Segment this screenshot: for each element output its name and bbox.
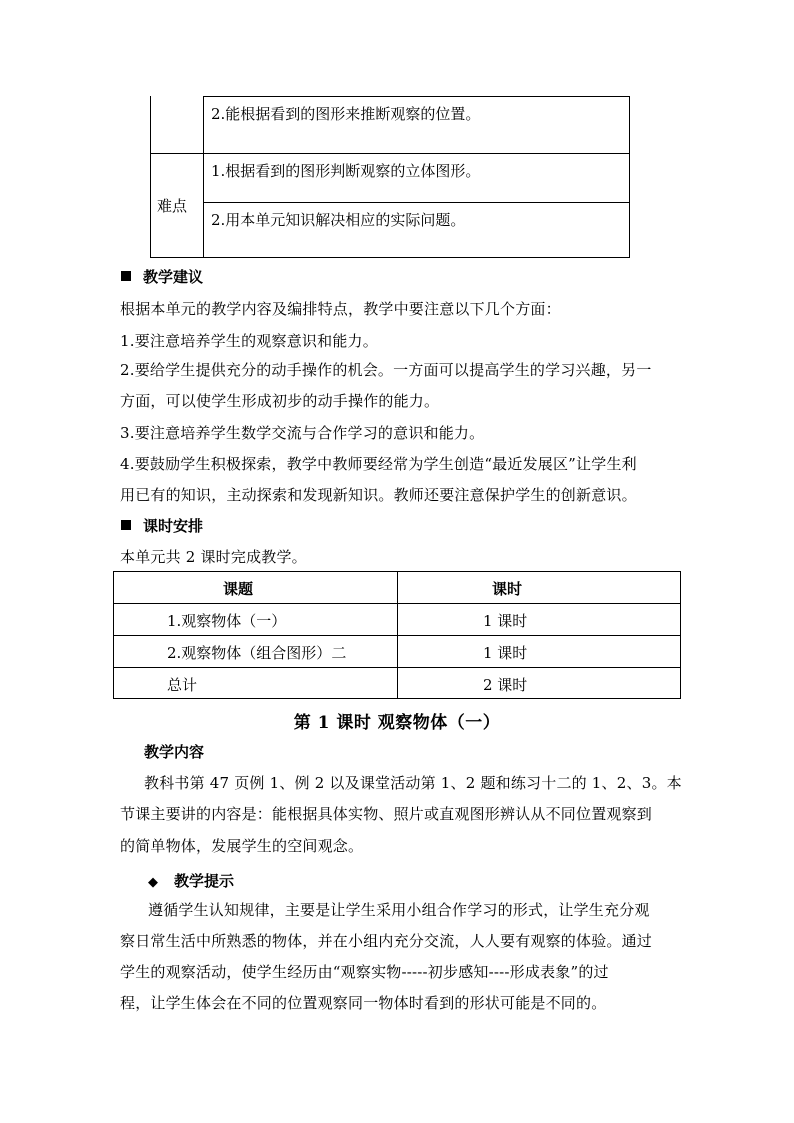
section-heading-text: 教学建议 [143,268,204,286]
table-border [114,667,680,668]
table-row-header: 难点 [157,197,188,215]
diamond-bullet-icon: ◆ [148,875,158,890]
paragraph-line: 节课主要讲的内容是：能根据具体实物、照片或直观图形辨认从不同位置观察到 [120,805,653,823]
table-cell: 1.根据看到的图形判断观察的立体图形。 [211,162,481,180]
paragraph-line: 根据本单元的教学内容及编排特点，教学中要注意以下几个方面： [120,300,561,318]
table-cell-topic: 1.观察物体（一） [167,612,287,630]
hint-heading [148,870,234,891]
table-border [203,96,204,258]
difficulty-table [150,96,630,258]
paragraph-line: 方面，可以使学生形成初步的动手操作的能力。 [120,392,440,410]
table-header-hours: 课时 [492,580,523,598]
paragraph-line: 2.要给学生提供充分的动手操作的机会。一方面可以提高学生的学习兴趣，另一 [120,361,652,379]
paragraph-line: 察日常生活中所熟悉的物体，并在小组内充分交流，人人要有观察的体验。通过 [120,932,653,950]
paragraph-line: 学生的观察活动，使学生经历由“观察实物-----初步感知----形成表象”的过 [120,963,609,981]
section-heading-schedule [121,515,203,536]
table-cell: 2.能根据看到的图形来推断观察的位置。 [211,105,481,123]
table-border [114,635,680,636]
paragraph-line: 3.要注意培养学生数学交流与合作学习的意识和能力。 [120,424,485,442]
paragraph-line: 教科书第 47 页例 1、例 2 以及课堂活动第 1、2 题和练习十二的 1、2、3。本 [144,774,682,792]
paragraph-line: 1.要注意培养学生的观察意识和能力。 [120,332,378,350]
paragraph-line: 的简单物体，发展学生的空间观念。 [120,837,364,855]
table-cell-topic: 总计 [167,676,198,694]
section-heading-text: 课时安排 [143,517,204,535]
section-heading-teaching-advice [121,266,203,287]
schedule-table [113,571,681,699]
table-border [203,202,630,203]
square-bullet-icon [121,520,131,530]
table-cell-topic: 2.观察物体（组合图形）二 [167,644,347,662]
paragraph-line: 4.要鼓励学生积极探索，教学中教师要经常为学生创造“最近发展区”让学生利 [120,455,637,473]
hint-heading-text: 教学提示 [174,872,235,890]
table-cell: 2.用本单元知识解决相应的实际问题。 [211,211,466,229]
table-cell-hours: 2 课时 [483,676,528,694]
paragraph-line: 遵循学生认知规律，主要是让学生采用小组合作学习的形式，让学生充分观 [148,901,650,919]
table-cell-hours: 1 课时 [483,644,528,662]
table-border [203,96,630,97]
table-header-topic: 课题 [223,580,254,598]
paragraph-line: 程，让学生体会在不同的位置观察同一物体时看到的形状可能是不同的。 [120,994,607,1012]
square-bullet-icon [121,271,131,281]
lesson-title: 第 1 课时 观察物体（一） [293,713,501,733]
content-heading: 教学内容 [144,743,205,761]
table-border [150,96,151,258]
paragraph-line: 本单元共 2 课时完成教学。 [120,548,307,566]
table-border [150,153,630,154]
table-cell-hours: 1 课时 [483,612,528,630]
table-border [114,603,680,604]
paragraph-line: 用已有的知识，主动探索和发现新知识。教师还要注意保护学生的创新意识。 [120,486,637,504]
